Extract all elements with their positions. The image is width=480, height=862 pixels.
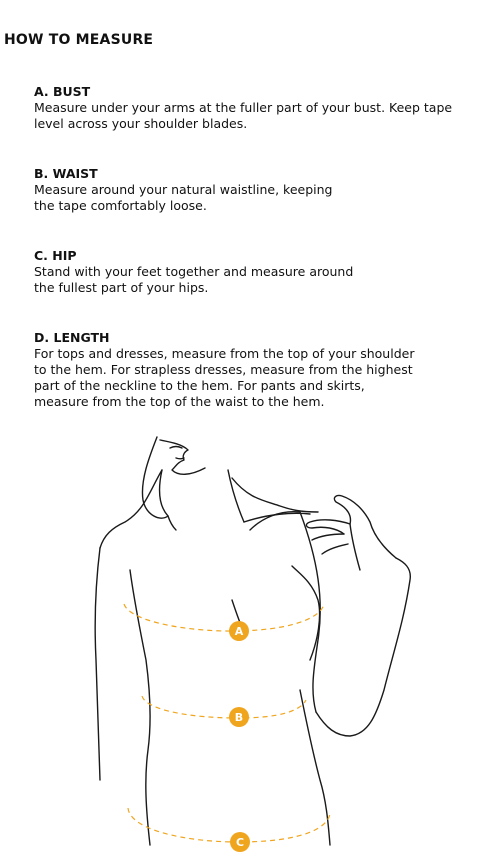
hair-line: [142, 437, 168, 518]
wrist-line: [350, 524, 360, 570]
neck-right: [228, 470, 244, 522]
section-bust: [34, 84, 474, 132]
right-body-side: [292, 566, 320, 660]
waist-line: [142, 696, 306, 718]
marker-b-label: B: [234, 711, 244, 724]
hair-back: [100, 470, 162, 548]
hair-strand-2: [250, 512, 300, 530]
section-heading-hip: C. HIP: [34, 248, 77, 263]
section-waist: [34, 166, 474, 214]
marker-c-label: C: [235, 836, 245, 849]
mouth: [176, 458, 184, 459]
measurement-lines: [124, 604, 330, 842]
finger-2: [312, 534, 344, 540]
right-arm-upper: [300, 512, 320, 712]
section-heading-length: D. LENGTH: [34, 330, 110, 345]
figure-outline: [95, 437, 410, 845]
section-hip: [34, 248, 474, 296]
section-body-bust: Measure under your arms at the fuller part of your bust. Keep tape level across your shoulder blades.: [34, 100, 453, 131]
marker-a: [229, 621, 249, 641]
section-body-length: For tops and dresses, measure from the top of your shoulder to the hem. For strapless dresses, measure from the highest part of the neckline to the hem. For pants and skirts, measure from the top of the waist to the hem.: [34, 346, 415, 409]
hand: [334, 495, 396, 558]
finger-3: [322, 544, 348, 554]
body-measurement-illustration: [0, 430, 480, 862]
page-title: HOW TO MEASURE: [4, 32, 154, 48]
right-waist: [300, 690, 330, 845]
left-shoulder: [95, 548, 100, 780]
bust-line: [124, 604, 324, 631]
section-heading-bust: A. BUST: [34, 84, 91, 99]
left-torso: [130, 570, 150, 845]
section-body-waist: Measure around your natural waistline, keeping the tape comfortably loose.: [34, 182, 333, 213]
finger-1: [306, 520, 350, 534]
section-body-hip: Stand with your feet together and measure around the fullest part of your hips.: [34, 264, 354, 295]
section-length: [34, 330, 474, 410]
hair-strand-1: [232, 478, 318, 512]
hip-line: [128, 808, 330, 842]
marker-a-label: A: [234, 625, 244, 638]
eye: [170, 447, 182, 449]
neck-left: [168, 516, 176, 530]
marker-c: [230, 832, 250, 852]
face-profile: [160, 440, 205, 474]
marker-b: [229, 707, 249, 727]
right-forearm: [316, 558, 410, 736]
section-heading-waist: B. WAIST: [34, 166, 98, 181]
